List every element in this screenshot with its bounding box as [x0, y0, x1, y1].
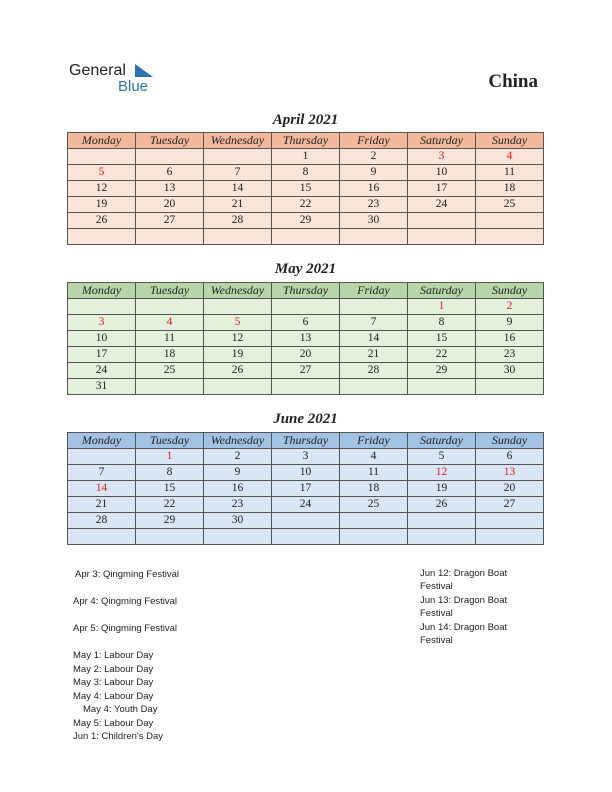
- day-cell: 18: [340, 481, 408, 497]
- empty-day-cell: [476, 379, 544, 395]
- day-cell: 28: [204, 213, 272, 229]
- weekday-header: Monday: [68, 283, 136, 299]
- week-row: [68, 379, 544, 395]
- empty-day-cell: [204, 379, 272, 395]
- holiday-note: May 4: Labour Day: [73, 691, 154, 702]
- empty-day-cell: [204, 149, 272, 165]
- day-cell: 30: [204, 513, 272, 529]
- day-cell: 4: [136, 315, 204, 331]
- day-cell: 19: [408, 481, 476, 497]
- holiday-note: Festival: [420, 608, 453, 619]
- day-cell: 14: [204, 181, 272, 197]
- week-row: [68, 529, 544, 545]
- week-row: [68, 331, 544, 347]
- day-cell: 9: [340, 165, 408, 181]
- empty-day-cell: [136, 379, 204, 395]
- empty-day-cell: [408, 229, 476, 245]
- weekday-header: Saturday: [408, 433, 476, 449]
- month-title-june: June 2021: [273, 411, 338, 427]
- day-cell: 9: [204, 465, 272, 481]
- holiday-note: Jun 14: Dragon Boat: [420, 622, 508, 633]
- day-cell: 28: [340, 363, 408, 379]
- day-cell: 18: [476, 181, 544, 197]
- day-cell: 23: [476, 347, 544, 363]
- empty-day-cell: [272, 379, 340, 395]
- week-row: [68, 149, 544, 165]
- day-cell: 21: [340, 347, 408, 363]
- day-cell: 20: [272, 347, 340, 363]
- day-cell: 26: [68, 213, 136, 229]
- day-cell: 5: [408, 449, 476, 465]
- empty-day-cell: [136, 299, 204, 315]
- weekday-header: Monday: [68, 133, 136, 149]
- holiday-note: May 5: Labour Day: [73, 718, 154, 729]
- day-cell: 10: [272, 465, 340, 481]
- day-cell: 6: [476, 449, 544, 465]
- day-cell: 7: [68, 465, 136, 481]
- day-cell: 6: [272, 315, 340, 331]
- day-cell: 18: [136, 347, 204, 363]
- day-cell: 4: [476, 149, 544, 165]
- day-cell: 30: [340, 213, 408, 229]
- week-row: [68, 229, 544, 245]
- day-cell: 10: [68, 331, 136, 347]
- weekday-header: Wednesday: [204, 133, 272, 149]
- holiday-note: May 3: Labour Day: [73, 677, 154, 688]
- day-cell: 17: [68, 347, 136, 363]
- weekday-header-row: [68, 133, 544, 149]
- weekday-header: Tuesday: [136, 283, 204, 299]
- empty-day-cell: [476, 513, 544, 529]
- day-cell: 27: [476, 497, 544, 513]
- week-row: [68, 299, 544, 315]
- day-cell: 1: [136, 449, 204, 465]
- empty-day-cell: [476, 229, 544, 245]
- week-row: [68, 197, 544, 213]
- empty-day-cell: [408, 513, 476, 529]
- weekday-header: Sunday: [476, 283, 544, 299]
- calendar-body-june: [68, 449, 544, 545]
- holiday-note: Festival: [420, 581, 453, 592]
- empty-day-cell: [476, 213, 544, 229]
- holiday-note: May 2: Labour Day: [73, 664, 154, 675]
- empty-day-cell: [68, 449, 136, 465]
- empty-day-cell: [272, 513, 340, 529]
- week-row: [68, 315, 544, 331]
- logo: [69, 62, 169, 96]
- weekday-header: Monday: [68, 433, 136, 449]
- empty-day-cell: [272, 229, 340, 245]
- country-title: China: [488, 71, 538, 92]
- holiday-note: May 1: Labour Day: [73, 650, 154, 661]
- day-cell: 26: [204, 363, 272, 379]
- weekday-header: Saturday: [408, 283, 476, 299]
- day-cell: 15: [136, 481, 204, 497]
- calendar-may: [67, 282, 544, 395]
- day-cell: 6: [136, 165, 204, 181]
- day-cell: 16: [476, 331, 544, 347]
- day-cell: 15: [272, 181, 340, 197]
- day-cell: 1: [408, 299, 476, 315]
- logo-triangle-icon: [135, 64, 153, 77]
- day-cell: 27: [272, 363, 340, 379]
- weekday-header: Thursday: [272, 133, 340, 149]
- day-cell: 27: [136, 213, 204, 229]
- calendar-body-may: [68, 299, 544, 395]
- day-cell: 5: [204, 315, 272, 331]
- day-cell: 16: [204, 481, 272, 497]
- holiday-note: Jun 1: Children's Day: [73, 731, 163, 742]
- empty-day-cell: [408, 213, 476, 229]
- day-cell: 21: [68, 497, 136, 513]
- day-cell: 3: [68, 315, 136, 331]
- empty-day-cell: [136, 149, 204, 165]
- day-cell: 24: [408, 197, 476, 213]
- day-cell: 24: [272, 497, 340, 513]
- day-cell: 28: [68, 513, 136, 529]
- weekday-header: Saturday: [408, 133, 476, 149]
- day-cell: 5: [68, 165, 136, 181]
- day-cell: 17: [408, 181, 476, 197]
- day-cell: 8: [272, 165, 340, 181]
- day-cell: 21: [204, 197, 272, 213]
- holiday-note: Jun 13: Dragon Boat: [420, 595, 508, 606]
- weekday-header: Sunday: [476, 133, 544, 149]
- empty-day-cell: [68, 149, 136, 165]
- calendar-april: [67, 132, 544, 245]
- month-title-may: May 2021: [274, 261, 337, 277]
- weekday-header: Thursday: [272, 283, 340, 299]
- day-cell: 8: [136, 465, 204, 481]
- holiday-list-left: [73, 569, 273, 749]
- empty-day-cell: [340, 229, 408, 245]
- empty-day-cell: [340, 529, 408, 545]
- empty-day-cell: [340, 513, 408, 529]
- holiday-note: Apr 3: Qingming Festival: [75, 569, 180, 580]
- empty-day-cell: [68, 529, 136, 545]
- day-cell: 20: [476, 481, 544, 497]
- day-cell: 7: [204, 165, 272, 181]
- day-cell: 2: [204, 449, 272, 465]
- week-row: [68, 465, 544, 481]
- holiday-note: Jun 12: Dragon Boat: [420, 568, 508, 579]
- empty-day-cell: [340, 379, 408, 395]
- day-cell: 14: [68, 481, 136, 497]
- weekday-header: Friday: [340, 283, 408, 299]
- weekday-header-row: [68, 433, 544, 449]
- week-row: [68, 449, 544, 465]
- week-row: [68, 481, 544, 497]
- day-cell: 22: [136, 497, 204, 513]
- day-cell: 11: [340, 465, 408, 481]
- week-row: [68, 213, 544, 229]
- day-cell: 19: [204, 347, 272, 363]
- logo-text-blue: Blue: [118, 78, 149, 95]
- week-row: [68, 497, 544, 513]
- day-cell: 29: [136, 513, 204, 529]
- day-cell: 4: [340, 449, 408, 465]
- calendar-june: [67, 432, 544, 545]
- day-cell: 20: [136, 197, 204, 213]
- day-cell: 2: [476, 299, 544, 315]
- day-cell: 14: [340, 331, 408, 347]
- day-cell: 29: [272, 213, 340, 229]
- empty-day-cell: [408, 379, 476, 395]
- weekday-header: Wednesday: [204, 283, 272, 299]
- day-cell: 2: [340, 149, 408, 165]
- week-row: [68, 513, 544, 529]
- day-cell: 12: [408, 465, 476, 481]
- day-cell: 22: [408, 347, 476, 363]
- day-cell: 12: [204, 331, 272, 347]
- day-cell: 11: [476, 165, 544, 181]
- empty-day-cell: [476, 529, 544, 545]
- weekday-header: Friday: [340, 433, 408, 449]
- day-cell: 1: [272, 149, 340, 165]
- holiday-note: Apr 5: Qingming Festival: [73, 623, 178, 634]
- day-cell: 13: [136, 181, 204, 197]
- empty-day-cell: [272, 299, 340, 315]
- day-cell: 10: [408, 165, 476, 181]
- weekday-header: Tuesday: [136, 133, 204, 149]
- weekday-header: Tuesday: [136, 433, 204, 449]
- day-cell: 13: [272, 331, 340, 347]
- empty-day-cell: [272, 529, 340, 545]
- empty-day-cell: [204, 229, 272, 245]
- day-cell: 31: [68, 379, 136, 395]
- empty-day-cell: [68, 299, 136, 315]
- day-cell: 8: [408, 315, 476, 331]
- holiday-note: Festival: [420, 635, 453, 646]
- weekday-header-row: [68, 283, 544, 299]
- day-cell: 25: [340, 497, 408, 513]
- weekday-header: Sunday: [476, 433, 544, 449]
- day-cell: 26: [408, 497, 476, 513]
- day-cell: 3: [408, 149, 476, 165]
- day-cell: 29: [408, 363, 476, 379]
- day-cell: 13: [476, 465, 544, 481]
- holiday-list-right: [420, 568, 550, 648]
- day-cell: 22: [272, 197, 340, 213]
- week-row: [68, 363, 544, 379]
- empty-day-cell: [136, 229, 204, 245]
- weekday-header: Wednesday: [204, 433, 272, 449]
- day-cell: 30: [476, 363, 544, 379]
- day-cell: 11: [136, 331, 204, 347]
- week-row: [68, 181, 544, 197]
- day-cell: 15: [408, 331, 476, 347]
- empty-day-cell: [408, 529, 476, 545]
- day-cell: 23: [204, 497, 272, 513]
- day-cell: 19: [68, 197, 136, 213]
- day-cell: 25: [476, 197, 544, 213]
- day-cell: 12: [68, 181, 136, 197]
- day-cell: 23: [340, 197, 408, 213]
- empty-day-cell: [204, 299, 272, 315]
- day-cell: 3: [272, 449, 340, 465]
- day-cell: 17: [272, 481, 340, 497]
- week-row: [68, 347, 544, 363]
- day-cell: 7: [340, 315, 408, 331]
- empty-day-cell: [68, 229, 136, 245]
- month-title-april: April 2021: [272, 112, 339, 128]
- weekday-header: Friday: [340, 133, 408, 149]
- empty-day-cell: [136, 529, 204, 545]
- day-cell: 9: [476, 315, 544, 331]
- weekday-header: Thursday: [272, 433, 340, 449]
- day-cell: 25: [136, 363, 204, 379]
- calendar-body-april: [68, 149, 544, 245]
- holiday-note: Apr 4: Qingming Festival: [73, 596, 178, 607]
- day-cell: 24: [68, 363, 136, 379]
- day-cell: 16: [340, 181, 408, 197]
- logo-text-general: General: [69, 62, 126, 79]
- week-row: [68, 165, 544, 181]
- empty-day-cell: [340, 299, 408, 315]
- empty-day-cell: [204, 529, 272, 545]
- holiday-note: May 4: Youth Day: [83, 704, 158, 715]
